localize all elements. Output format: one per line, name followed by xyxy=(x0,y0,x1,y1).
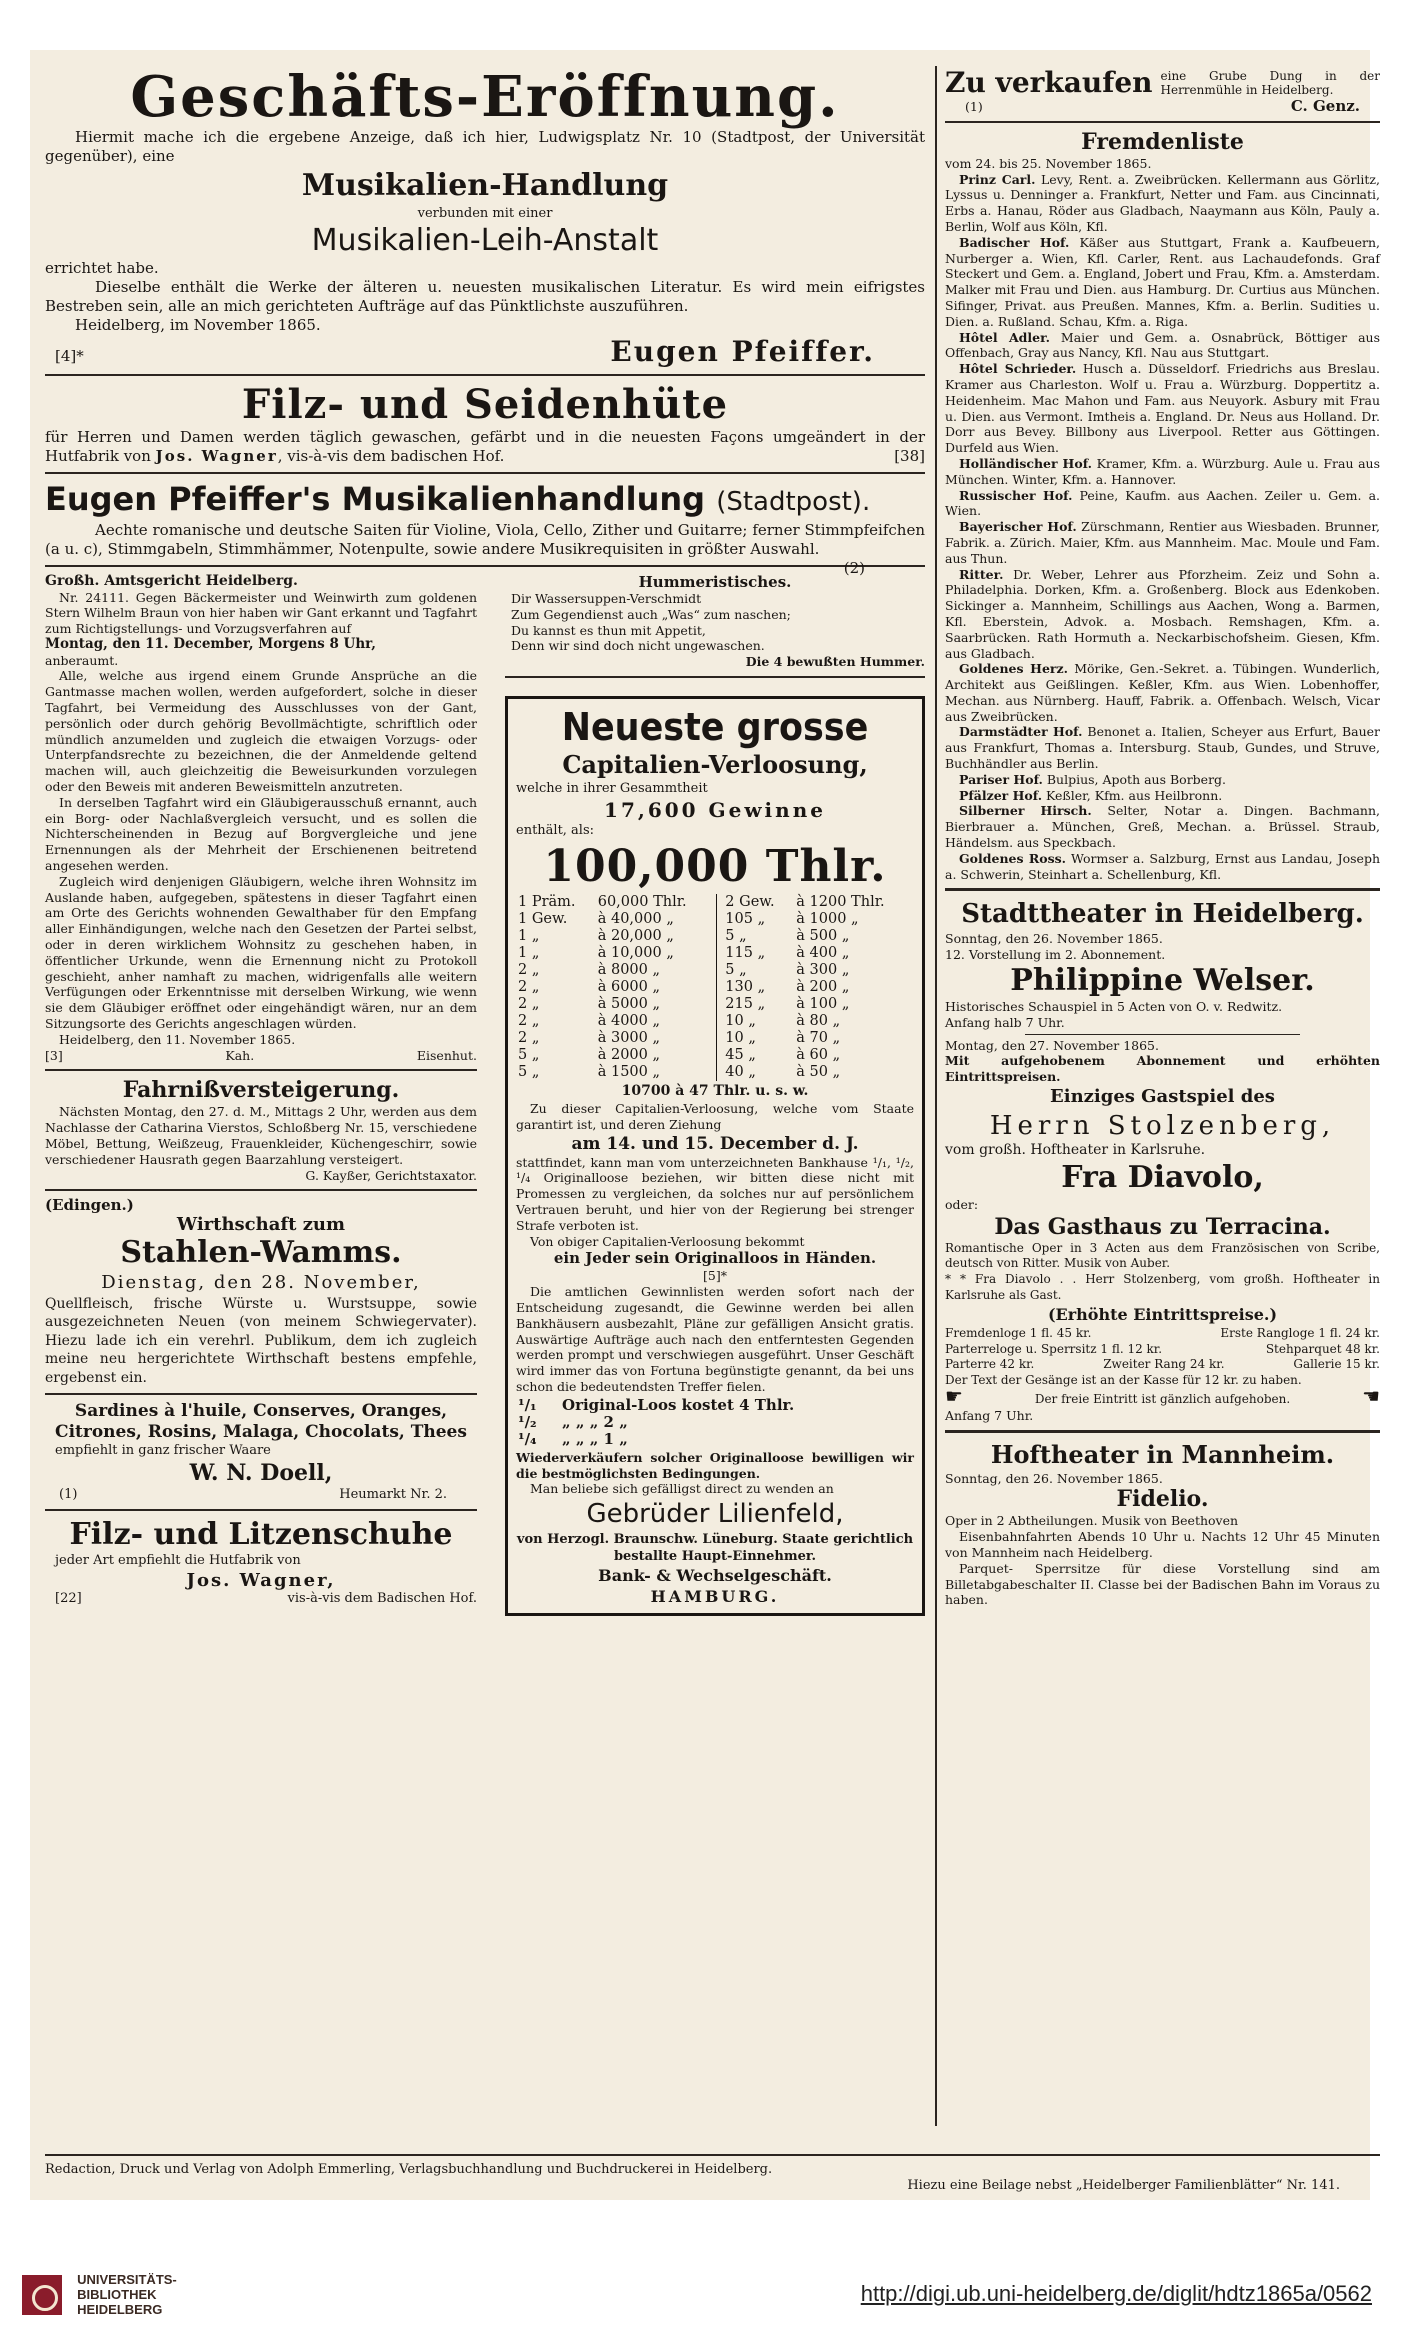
prize-row xyxy=(516,996,914,1013)
established-text: errichtet habe. xyxy=(45,259,159,277)
pointing-hand-icon: ☚ xyxy=(1362,1384,1380,1408)
hats-body-end: , vis-à-vis dem badischen Hof. xyxy=(277,447,505,465)
prize-cell: à 200 „ xyxy=(796,978,850,995)
prize-cell: à 400 „ xyxy=(796,944,850,961)
lottery-p2: stattfindet, kann man vom unterzeichneten Bankhause ¹/₁, ¹/₂, ¹/₄ Originalloose beziehen, wir bitten diese nicht mit Promessen zu vergleichen, da solches nur auf persönlichem Vertrauen beruht, und hier von der Regierung bei strenger Strafe verboten ist. xyxy=(516,1154,914,1233)
opera-oder: oder: xyxy=(945,1196,979,1212)
prize-row xyxy=(516,894,914,911)
humor-verse-line: Du kannst es thun mit Appetit, xyxy=(511,622,706,638)
divider xyxy=(45,374,925,376)
prize-cell: 60,000 Thlr. xyxy=(596,894,717,911)
prize-cell: à 40,000 „ xyxy=(596,911,717,928)
prize-row xyxy=(516,911,914,928)
prize-cell: 5 „ xyxy=(725,961,747,978)
prize-cell: 45 „ xyxy=(725,1046,756,1063)
hats-body-text: für Herren und Damen werden täglich gewaschen, gefärbt und in die neuesten Façons umgeändert in der Hutfabrik von xyxy=(45,428,925,465)
prize-row xyxy=(516,945,914,962)
guest-list-entry xyxy=(945,772,1380,788)
prize-cell: à 2000 „ xyxy=(596,1047,717,1064)
digital-copy-link[interactable]: http://digi.ub.uni-heidelberg.de/diglit/hdtz1865a/0562 xyxy=(860,2281,1372,2306)
lottery-firm-sub: von Herzogl. Braunschw. Lüneburg. Staate gerichtlich bestallte Haupt-Einnehmer. xyxy=(516,1532,914,1565)
inn-head: Wirthschaft zum xyxy=(176,1213,346,1235)
guest-names: Bulpius, Apoth aus Borberg. xyxy=(1046,771,1227,787)
library-logo[interactable] xyxy=(22,2272,177,2317)
divider xyxy=(945,1430,1380,1433)
guest-names: Dr. Weber, Lehrer aus Pforzheim. Zeiz und Sohn a. Philadelphia. Dorken, Kfm. a. Großenberg. Block aus Edenkoben. Sickinger a. Mannheim, Schillings aus Aachen, Wong a. Barmen, Kfl. Eberstein, Advok. a. Mosbach. Remshagen, Kfm. a. Saarbrücken. Rath Hormuth a. Neckarbischofsheim. Giesen, Kfm. aus Gladbach. xyxy=(945,566,1380,661)
connected-text: verbunden mit einer xyxy=(417,206,553,221)
library-name-3: HEIDELBERG xyxy=(77,2302,163,2317)
prize-cell: à 1000 „ xyxy=(796,910,859,927)
guest-list-entry xyxy=(945,788,1380,804)
humor-verse xyxy=(511,591,925,654)
prize-cell: à 8000 „ xyxy=(596,962,717,979)
guest-names: Selter, Notar a. Dingen. Bachmann, Bierbrauer a. München, Greß, Mechan. a. Brüssel. Straub, Händelsm. aus Speckbach. xyxy=(945,803,1380,851)
start-time-1: Anfang halb 7 Uhr. xyxy=(945,1014,1065,1030)
prize-cell: 2 „ xyxy=(518,995,540,1012)
prize-row xyxy=(516,1047,914,1064)
hats-maker: Jos. Wagner xyxy=(155,447,278,465)
music-shop-ad xyxy=(45,480,925,577)
prize-cell: 105 „ xyxy=(725,910,766,927)
lottery-city: HAMBURG. xyxy=(650,1587,780,1607)
hats-title: Filz- und Seidenhüte xyxy=(241,381,729,428)
prize-cell: à 500 „ xyxy=(796,927,850,944)
hotel-name: Pfälzer Hof. xyxy=(959,787,1043,803)
lottery-firm: Gebrüder Lilienfeld, xyxy=(586,1499,844,1530)
lottery-p1: Zu dieser Capitalien-Verloosung, welche vom Staate garantirt ist, und deren Ziehung xyxy=(516,1100,914,1132)
hotel-name: Pariser Hof. xyxy=(959,771,1043,787)
guest-names: Mörike, Gen.-Sekret. a. Tübingen. Wunderlich, Architekt aus Geißlingen. Keßler, Kfm. aus Wien. Lobenhoffer, Mechan. aus Nürnberg. Hauff, Fabrik. a. Offenbach. Welsch, Vicar aus Zweibrücken. xyxy=(945,661,1381,724)
court-date: Heidelberg, den 11. November 1865. xyxy=(59,1031,296,1047)
orig-price-cell: „ „ „ 1 „ xyxy=(562,1429,628,1448)
sardines-ad xyxy=(45,1401,477,1503)
prize-cell: à 1500 „ xyxy=(596,1064,717,1081)
divider xyxy=(945,888,1380,891)
opera-sub: Romantische Oper in 3 Acten aus dem Französischen von Scribe, deutsch von Ritter. Musik von Auber. xyxy=(945,1240,1380,1271)
orig-price-cell: ¹/₂ xyxy=(518,1412,537,1431)
inn-name: Stahlen-Wamms. xyxy=(120,1234,402,1270)
guest-names: Peine, Kaufm. aus Aachen. Zeiler u. Gem. a. Wien. xyxy=(945,487,1380,519)
prize-row xyxy=(516,979,914,996)
library-seal-icon xyxy=(22,2275,62,2315)
lottery-p3b: ein Jeder sein Originalloos in Händen. xyxy=(553,1249,877,1268)
ref-mark: [22] xyxy=(55,1590,82,1606)
prize-row xyxy=(516,928,914,945)
lottery-subtitle2: welche in ihrer Gesammtheit xyxy=(516,780,708,796)
guest-list-entry xyxy=(945,519,1380,566)
music-shop-title: Eugen Pfeiffer's Musikalienhandlung xyxy=(45,480,706,518)
prize-cell: à 3000 „ xyxy=(596,1030,717,1047)
play-sub: Historisches Schauspiel in 5 Acten von O. v. Redwitz. xyxy=(945,999,1283,1015)
divider xyxy=(945,121,1380,123)
prize-cell: à 10,000 „ xyxy=(596,945,717,962)
felt-shoes-address: vis-à-vis dem Badischen Hof. xyxy=(287,1590,477,1606)
prize-cell: 215 „ xyxy=(725,995,766,1012)
orig-price-row xyxy=(516,1397,914,1414)
prize-cell: à 5000 „ xyxy=(596,996,717,1013)
hoftheater-rail: Eisenbahnfahrten Abends 10 Uhr u. Nachts 12 Uhr 45 Minuten von Mannheim nach Heidelberg. xyxy=(945,1529,1380,1560)
court-p2: Alle, welche aus irgend einem Grunde Ansprüche an die Gantmasse machen wollen, werden aufgefordert, solche in dieser Tagfahrt, bei Vermeidung des Ausschlusses von der Gant, persönlich oder durch gehörig Bevollmächtigte, schriftlich oder mündlich anzumelden und zugleich die etwaigen Vorzugs- oder Unterpfandsrechte zu bezeichnen, die der Anmeldende geltend machen will, auch gleichzeitig die Beweisurkunden vorzulegen oder den Beweis mit anderen Beweismitteln anzutreten. xyxy=(45,668,477,795)
shop-name: Musikalien-Handlung xyxy=(301,168,669,203)
hotel-name: Goldenes Herz. xyxy=(959,661,1068,677)
guest-list-entry xyxy=(945,235,1380,330)
humor-box xyxy=(505,573,925,670)
ref-mark: (1) xyxy=(965,99,983,114)
guest-names: Benonet a. Italien, Scheyer aus Erfurt, Bauer aus Frankfurt, Thomas a. Intersburg. Staub, Gundes, und Struve, Buchhändler aus Berlin. xyxy=(945,724,1380,772)
prize-cell: 40 „ xyxy=(725,1063,756,1080)
business-opening-title: Geschäfts-Eröffnung. xyxy=(130,64,840,130)
guest-list-entry xyxy=(945,330,1380,362)
court-p1b: anberaumt. xyxy=(45,652,119,668)
guest-list-entry xyxy=(945,456,1380,488)
felt-shoes-ad xyxy=(45,1517,477,1607)
left-subcolumn xyxy=(45,573,477,1616)
prize-cell: à 60 „ xyxy=(796,1046,841,1063)
prize-row xyxy=(516,1064,914,1081)
guest-names: Keßler, Kfm. aus Heilbronn. xyxy=(1046,787,1223,803)
opera-title2: Das Gasthaus zu Terracina. xyxy=(994,1213,1331,1240)
sardines-title: Sardines à l'huile, Conserves, Oranges, Citrones, Rosins, Malaga, Chocolats, Thees xyxy=(55,1401,467,1443)
price-item: Erste Rangloge 1 fl. 24 kr. xyxy=(1220,1325,1380,1340)
court-notice xyxy=(45,573,477,1063)
sale-body: eine Grube Dung in der Herrenmühle in Heidelberg. xyxy=(1160,68,1380,97)
guest-note: * * Fra Diavolo . . Herr Stolzenberg, vom großh. Hoftheater in Karlsruhe als Gast. xyxy=(945,1272,1380,1303)
prize-cell: 10 „ xyxy=(725,1029,756,1046)
orig-price-table xyxy=(516,1397,914,1448)
lottery-top-prize: 100,000 Thlr. xyxy=(543,840,887,892)
hoftheater-play-sub: Oper in 2 Abtheilungen. Musik von Beethoven xyxy=(945,1513,1239,1529)
inn-place: (Edingen.) xyxy=(45,1196,134,1215)
guest-list xyxy=(945,129,1380,883)
prize-cell: 10 „ xyxy=(725,1012,756,1029)
price-row xyxy=(945,1326,1380,1342)
guest-list-entry xyxy=(945,851,1380,883)
sardines-name: W. N. Doell, xyxy=(189,1459,333,1486)
lending-name: Musikalien-Leih-Anstalt xyxy=(311,223,659,258)
opera-title: Fra Diavolo, xyxy=(1061,1159,1264,1195)
prize-cell: à 300 „ xyxy=(796,961,850,978)
start-time-2: Anfang 7 Uhr. xyxy=(945,1407,1034,1423)
divider xyxy=(45,1069,477,1071)
prize-cell: à 80 „ xyxy=(796,1012,841,1029)
prize-cell: à 4000 „ xyxy=(596,1013,717,1030)
inn-date: Dienstag, den 28. November, xyxy=(101,1271,421,1293)
divider xyxy=(45,472,925,474)
price-item: Gallerie 15 kr. xyxy=(1293,1357,1380,1372)
main-column-rule xyxy=(935,66,937,2126)
guest-name: Herrn Stolzenberg, xyxy=(989,1111,1336,1142)
hoftheater-parquet: Parquet- Sperrsitze für diese Vorstellung sind am Billetabgabeschalter II. Classe bei der Badischen Bahn im Voraus zu haben. xyxy=(945,1560,1380,1608)
humor-verse-line: Zum Gegendienst auch „Was“ zum naschen; xyxy=(511,606,791,622)
left-column xyxy=(45,66,925,1616)
prize-cell: 1 Gew. xyxy=(518,910,568,927)
guest-list-entry xyxy=(945,661,1380,724)
felt-shoes-body: jeder Art empfiehlt die Hutfabrik von xyxy=(55,1553,301,1569)
humor-verse-line: Dir Wassersuppen-Verschmidt xyxy=(511,591,702,606)
prize-cell: 130 „ xyxy=(725,978,766,995)
hotel-name: Prinz Carl. xyxy=(959,171,1036,187)
hats-ad xyxy=(45,382,925,466)
humor-verse-line: Denn wir sind doch nicht ungewaschen. xyxy=(511,638,765,654)
business-opening-body: Dieselbe enthält die Werke der älteren u. neuesten musikalischen Literatur. Es wird mein eifrigstes Bestreben sein, alle an mich gerichteten Aufträge auf das Pünktlichste auszuführen. xyxy=(45,278,925,315)
court-p3: In derselben Tagfahrt wird ein Gläubigerausschuß ernannt, auch ein Borg- oder Nachlaßvergleich versucht, und es sollen die Nichterscheinenden in Bezug auf Borgvergleiche und jene Ernennungen als der Mehrheit der Erschienenen beitretend angesehen werden. xyxy=(45,794,477,874)
prize-cell: à 100 „ xyxy=(796,995,850,1012)
hoftheater-date: Sonntag, den 26. November 1865. xyxy=(945,1470,1163,1486)
price-item: Parterre 42 kr. xyxy=(945,1357,1035,1372)
ref-mark: [3] xyxy=(45,1047,63,1063)
divider xyxy=(1025,1034,1300,1035)
guest-names: Zürschmann, Rentier aus Wiesbaden. Brunner, Fabrik. a. Zürich. Maier, Kfm. aus Mannheim. Mac. Moule und Fam. aus Thun. xyxy=(945,519,1380,566)
price-item: Parterreloge u. Sperrsitz 1 fl. 12 kr. xyxy=(945,1341,1163,1356)
auction-notice xyxy=(45,1077,477,1183)
prize-cell: à 1200 Thlr. xyxy=(796,893,885,910)
library-name-2: BIBLIOTHEK xyxy=(77,2287,157,2302)
prize-cell: 5 „ xyxy=(518,1063,540,1080)
court-p4: Zugleich wird denjenigen Gläubigern, welche ihren Wohnsitz im Auslande haben, aufgegeben, spätestens in dieser Tagfahrt einen am Orte des Gerichts wohnenden Gewalthaber für den Empfang aller Einhändigungen, welche nach den Gesetzen der Partei selbst, oder in deren wirklichem Wohnsitz zu geschehen haben, in öffentlicher Urkunde, wenn die Ernennung nicht zu Protokoll geschieht, anher namhaft zu machen, widrigenfalls alle weitern Verfügungen oder Erkenntnisse mit derselben Wirkung, wie wenn sie dem Gläubiger eröffnet oder eingehändigt wären, nur an dem Sitzungsorte des Gerichts angeschlagen würden. xyxy=(45,873,477,1032)
court-date-line: Montag, den 11. December, Morgens 8 Uhr, xyxy=(45,635,376,652)
prize-row xyxy=(516,1013,914,1030)
orig-price-cell: Original-Loos kostet 4 Thlr. xyxy=(562,1395,795,1414)
text-note: Der Text der Gesänge ist an der Kasse für 12 kr. zu haben. xyxy=(945,1373,1302,1388)
court-title: Großh. Amtsgericht Heidelberg. xyxy=(45,573,298,589)
business-opening-intro: Hiermit mache ich die ergebene Anzeige, daß ich hier, Ludwigsplatz Nr. 10 (Stadtpost, der Universität gegenüber), eine xyxy=(45,128,925,165)
prize-more: 10700 à 47 Thlr. u. s. w. xyxy=(621,1082,809,1099)
prize-cell: 2 „ xyxy=(518,961,540,978)
prize-cell: à 6000 „ xyxy=(596,979,717,996)
guest-list-title: Fremdenliste xyxy=(1081,128,1244,155)
hoftheater-title: Hoftheater in Mannheim. xyxy=(990,1439,1335,1469)
felt-shoes-maker: Jos. Wagner, xyxy=(186,1569,336,1591)
price-row xyxy=(945,1357,1380,1373)
prices-title: (Erhöhte Eintrittspreise.) xyxy=(1047,1304,1278,1324)
guest-from: vom großh. Hoftheater in Karlsruhe. xyxy=(945,1142,1206,1159)
stadttheater-title: Stadttheater in Heidelberg. xyxy=(961,899,1364,930)
auction-title: Fahrnißversteigerung. xyxy=(122,1077,400,1104)
stadttheater-date1: Sonntag, den 26. November 1865. xyxy=(945,931,1163,947)
ref-mark: [5]* xyxy=(703,1268,727,1284)
sale-sign: C. Genz. xyxy=(1290,97,1360,115)
prize-cell: 2 „ xyxy=(518,1029,540,1046)
hotel-name: Darmstädter Hof. xyxy=(959,724,1083,740)
lottery-subtitle: Capitalien-Verloosung, xyxy=(562,749,868,779)
music-shop-title-paren: (Stadtpost). xyxy=(716,487,871,517)
lottery-title: Neueste grosse xyxy=(561,704,869,749)
stadttheater-abo1: 12. Vorstellung im 2. Abonnement. xyxy=(945,947,1166,963)
court-p1: Nr. 24111. Gegen Bäckermeister und Weinwirth zum goldenen Stern Wilhelm Braun von hier haben wir Gant erkannt und Tagfahrt zum Richtigstellungs- und Vorzugsverfahren auf xyxy=(45,589,477,637)
business-opening-ad xyxy=(45,66,925,368)
price-list xyxy=(945,1326,1380,1373)
guest-list-entry xyxy=(945,172,1380,235)
stadttheater-date2: Montag, den 27. November 1865. xyxy=(945,1037,1159,1053)
ref-mark: (2) xyxy=(843,559,865,577)
ref-mark: (1) xyxy=(59,1486,78,1502)
divider xyxy=(45,1189,477,1191)
lottery-p6: Man beliebe sich gefälligst direct zu wenden an xyxy=(530,1481,834,1497)
free-entry-note xyxy=(945,1384,1380,1408)
guest-list-entry xyxy=(945,724,1380,771)
auction-body: Nächsten Montag, den 27. d. M., Mittags 2 Uhr, werden aus dem Nachlasse der Catharina Vierstos, Schloßberg Nr. 15, verschiedene Möbel, Bettung, Weißzeug, Frauenkleider, Küchengeschirr, sowie verschiedener Hausrath gegen Baarzahlung versteigert. xyxy=(45,1104,477,1167)
hoftheater-play: Fidelio. xyxy=(1116,1486,1209,1513)
ref-mark: [38] xyxy=(894,447,925,465)
orig-price-row xyxy=(516,1414,914,1431)
price-item: Stehparquet 48 kr. xyxy=(1265,1341,1380,1356)
guest-list-entry xyxy=(945,803,1380,850)
humor-sign: Die 4 bewußten Hummer. xyxy=(745,654,925,670)
library-name xyxy=(77,2272,177,2317)
guest-list-entry xyxy=(945,567,1380,662)
guest-list-entry xyxy=(945,361,1380,456)
guest-names: Maier und Gem. a. Osnabrück, Böttiger aus Offenbach, Gray aus Nancy, Kfl. Nau aus Stuttgart. xyxy=(945,329,1380,361)
hotel-name: Badischer Hof. xyxy=(959,234,1070,250)
price-item: Zweiter Rang 24 kr. xyxy=(1103,1357,1225,1372)
sale-ad xyxy=(945,66,1380,99)
divider xyxy=(45,1393,477,1395)
price-item: Fremdenloge 1 fl. 45 kr. xyxy=(945,1325,1092,1340)
play-title: Philippine Welser. xyxy=(1010,963,1315,999)
price-row xyxy=(945,1342,1380,1358)
music-shop-body-text: Aechte romanische und deutsche Saiten für Violine, Viola, Cello, Zither und Guitarre; ferner Stimmpfeifchen (a u. c), Stimmgabeln, Stimmhämmer, Notenpulte, sowie andere Musikrequisiten in größter Auswahl. xyxy=(45,521,925,558)
guest-names: Käßer aus Stuttgart, Frank a. Kaufbeuern, Nurberger a. Wien, Kfl. Carler, Rent. aus Lachaudefonds. Graf Steckert und Gem. a. England, Jobert und Frau, Kfm. a. Amsterdam. Malker mit Frau und Dien. aus Hamburg. Dr. Curtius aus München. Sifinger, Privat. aus Preußen. Mannes, Kfm. a. Berlin. Sudities u. Dien. a. Rußland. Schau, Kfm. a. Riga. xyxy=(945,234,1380,329)
prize-cell: 115 „ xyxy=(725,944,766,961)
hotel-name: Holländischer Hof. xyxy=(959,455,1092,471)
guest-list-entry xyxy=(945,488,1380,520)
pointing-hand-icon: ☛ xyxy=(945,1384,963,1408)
lottery-contains: enthält, als: xyxy=(516,823,595,839)
prize-cell: 2 Gew. xyxy=(725,893,775,910)
prize-row xyxy=(516,962,914,979)
prize-row xyxy=(516,1030,914,1047)
divider xyxy=(505,676,925,678)
hoftheater-ad xyxy=(945,1439,1380,1609)
library-footer xyxy=(0,2200,1402,2347)
sardines-address: Heumarkt Nr. 2. xyxy=(339,1486,447,1502)
lottery-draw-dates: am 14. und 15. December d. J. xyxy=(571,1133,859,1154)
prize-cell: à 50 „ xyxy=(796,1063,841,1080)
inn-ad xyxy=(45,1197,477,1387)
imprint-line-1: Redaction, Druck und Verlag von Adolph Emmerling, Verlagsbuchhandlung und Buchdruckerei in Heidelberg. xyxy=(45,2162,773,2177)
divider xyxy=(45,1509,477,1511)
felt-shoes-title: Filz- und Litzenschuhe xyxy=(69,1517,453,1553)
business-opening-date: Heidelberg, im November 1865. xyxy=(75,316,321,334)
prize-cell: 2 „ xyxy=(518,978,540,995)
prize-cell: 1 „ xyxy=(518,927,540,944)
hotel-name: Ritter. xyxy=(959,566,1004,582)
imprint xyxy=(45,2148,1380,2194)
guest-names: Levy, Rent. a. Zweibrücken. Kellermann aus Görlitz, Lyssus u. Denninger a. Frankfurt, Netter und Fam. aus Cincinnati, Erbs a. Hanau, Röder aus Gladbach, Naaymann aus Köln, Pauly a. Berlin, Wolf aus Köln, Kfl. xyxy=(945,171,1380,234)
imprint-line-2: Hiezu eine Beilage nebst „Heidelberger Familienblätter“ Nr. 141. xyxy=(907,2177,1340,2193)
auction-sign: G. Kayßer, Gerichtstaxator. xyxy=(305,1167,477,1183)
lottery-p3: Von obiger Capitalien-Verloosung bekommt xyxy=(530,1233,805,1249)
hotel-name: Hôtel Adler. xyxy=(959,329,1050,345)
guest-performance: Einziges Gastspiel des xyxy=(1050,1086,1275,1108)
right-column xyxy=(945,66,1380,1608)
lottery-count: 17,600 Gewinne xyxy=(604,798,826,823)
guest-list-date: vom 24. bis 25. November 1865. xyxy=(945,155,1152,171)
right-subcolumn xyxy=(505,573,925,1616)
stadttheater-ad xyxy=(945,897,1380,1423)
hotel-name: Bayerischer Hof. xyxy=(959,519,1077,535)
signature: Eugen Pfeiffer. xyxy=(610,335,875,368)
hotel-name: Goldenes Ross. xyxy=(959,850,1067,866)
prize-cell: à 70 „ xyxy=(796,1029,841,1046)
orig-price-cell: „ „ „ 2 „ xyxy=(562,1412,628,1431)
prize-table xyxy=(516,894,914,1081)
library-name-1: UNIVERSITÄTS- xyxy=(77,2272,177,2287)
prize-cell: 5 „ xyxy=(725,927,747,944)
prize-cell: 1 Präm. xyxy=(518,893,576,910)
ref-mark: [4]* xyxy=(55,347,84,365)
music-shop-body xyxy=(45,521,925,577)
guest-names: Wormser a. Salzburg, Ernst aus Landau, Joseph a. Schwerin, Steinhart a. Schellenburg, Kfl. xyxy=(945,850,1380,882)
guest-names: Kramer, Kfm. a. Würzburg. Aule u. Frau aus München. Winter, Kfm. a. Hannover. xyxy=(945,455,1380,487)
sale-title: Zu verkaufen xyxy=(945,66,1153,99)
orig-price-row xyxy=(516,1431,914,1448)
prize-cell: 5 „ xyxy=(518,1046,540,1063)
orig-price-cell: ¹/₁ xyxy=(518,1395,537,1414)
court-clerk-1: Kah. xyxy=(225,1047,255,1063)
free-entry-text: Der freie Eintritt ist gänzlich aufgehoben. xyxy=(1034,1392,1291,1406)
inn-body: Quellfleisch, frische Würste u. Wurstsuppe, sowie ausgezeichneten Neuen (von meinem Schwiegervater). Hiezu lade ich ein verehrl. Publikum, dem ich zugleich meine neu hergerichtete Wirthschaft bestens empfehle, ergebenst ein. xyxy=(45,1295,477,1386)
hotel-name: Russischer Hof. xyxy=(959,487,1073,503)
hotel-name: Silberner Hirsch. xyxy=(959,803,1092,819)
hotel-name: Hôtel Schrieder. xyxy=(959,361,1077,377)
guest-list-entries xyxy=(945,172,1380,883)
humor-title: Hummeristisches. xyxy=(638,573,792,591)
prize-cell: 2 „ xyxy=(518,1012,540,1029)
divider xyxy=(45,2154,1380,2156)
orig-price-cell: ¹/₄ xyxy=(518,1429,537,1448)
lottery-firm-type: Bank- & Wechselgeschäft. xyxy=(598,1566,832,1586)
stadttheater-abo2: Mit aufgehobenem Abonnement und erhöhten Eintrittspreisen. xyxy=(945,1053,1380,1085)
prize-cell: 1 „ xyxy=(518,944,540,961)
sardines-sub: empfiehlt in ganz frischer Waare xyxy=(55,1443,271,1459)
hats-body xyxy=(45,428,925,466)
court-clerk-2: Eisenhut. xyxy=(416,1047,477,1063)
lottery-p4: Die amtlichen Gewinnlisten werden sofort nach der Entscheidung zugesandt, die Gewinne werden bei allen Bankhäusern ausbezahlt, Pläne zur gefälligen Ansicht gratis. Auswärtige Aufträge auch nach den entferntesten Gegenden werden prompt und verschwiegen ausgeführt. Unser Geschäft wird immer das von Fortuna begünstigte genannt, da bei uns schon die bedeutendsten Treffer fielen. xyxy=(516,1284,914,1394)
lottery-ad xyxy=(505,696,925,1616)
guest-names: Husch a. Düsseldorf. Friedrichs aus Breslau. Kramer aus Charleston. Wolf u. Frau a. Würzburg. Doppertitz a. Heidenheim. Mac Mahon und Fam. aus Neuyork. Asbury mit Frau u. Dien. aus Vermont. Imtheis a. England. Dr. Neus aus Holland. Dr. Dorr aus Bevey. Billbony aus Liverpool. Retter aus Göttingen. Durfeld aus Wien. xyxy=(945,361,1381,456)
lottery-p5: Wiederverkäufern solcher Originalloose bewilligen wir die bestmöglichsten Bedingungen. xyxy=(516,1449,914,1481)
prize-cell: à 20,000 „ xyxy=(596,928,717,945)
